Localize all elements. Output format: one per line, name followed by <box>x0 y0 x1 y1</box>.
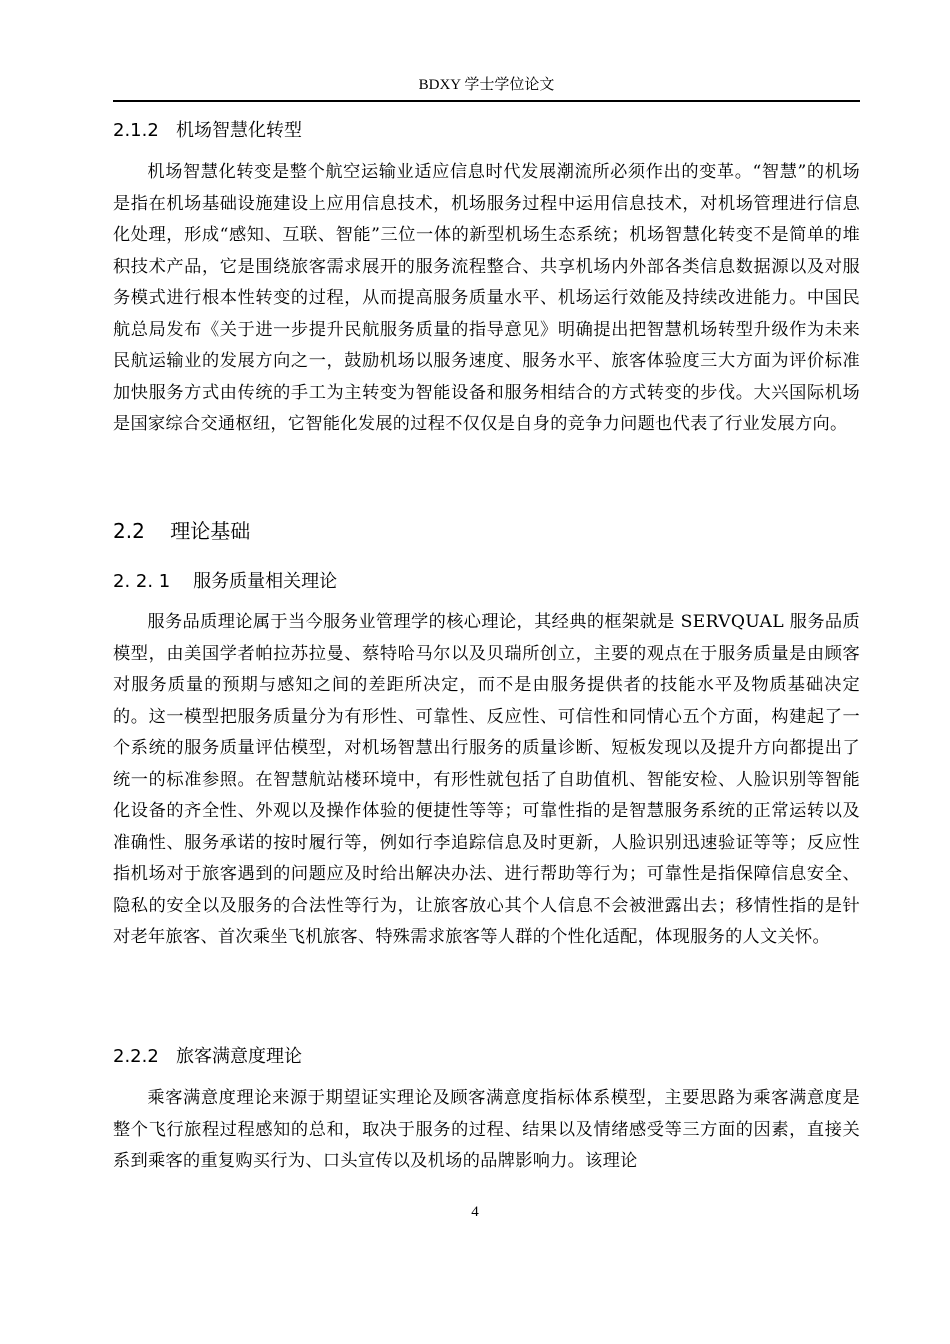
paragraph-passenger-satisfaction: 乘客满意度理论来源于期望证实理论及顾客满意度指标体系模型，主要思路为乘客满意度是整个飞行旅程过程感知的总和，取决于服务的过程、结果以及情绪感受等三方面的因素，直接关系到乘客的重复购买行为、口头宣传以及机场的品牌影响力。该理论 <box>113 1088 860 1171</box>
header-divider <box>113 100 860 102</box>
running-header: BDXY 学士学位论文 <box>418 77 555 93</box>
section-heading-2-2-2: 2.2.2 旅客满意度理论 <box>113 1046 302 1067</box>
section-heading-2-2: 2.2 理论基础 <box>113 519 251 543</box>
paragraph-service-quality: 服务品质理论属于当今服务业管理学的核心理论，其经典的框架就是 SERVQUAL 服务品质模型，由美国学者帕拉苏拉曼、蔡特哈马尔以及贝瑞所创立，主要的观点在于服务质量是由顾客对服务质量的预期与感知之间的差距所决定，而不是由服务提供者的技能水平及物质基础决定的。这一模型把服务质量分为有形性、可靠性、反应性、可信性和同情心五个方面，构建起了一个系统的服务质量评估模型，对机场智慧出行服务的质量诊断、短板发现以及提升方向都提出了统一的标准参照。在智慧航站楼环境中，有形性就包括了自助值机、智能安检、人脸识别等智能化设备的齐全性、外观以及操作体验的便捷性等等；可靠性指的是智慧服务系统的正常运转以及准确性、服务承诺的按时履行等，例如行李追踪信息及时更新，人脸识别迅速验证等等；反应性指机场对于旅客遇到的问题应及时给出解决办法、进行帮助等行为；可靠性是指保障信息安全、隐私的安全以及服务的合法性等行为，让旅客放心其个人信息不会被泄露出去；移情性指的是针对老年旅客、首次乘坐飞机旅客、特殊需求旅客等人群的个性化适配，体现服务的人文关怀。 <box>113 612 860 947</box>
page-number: 4 <box>471 1204 479 1220</box>
section-heading-2-1-2: 2.1.2 机场智慧化转型 <box>113 120 302 141</box>
section-heading-2-2-1: 2. 2. 1 服务质量相关理论 <box>113 571 338 592</box>
paragraph-smart-airport: 机场智慧化转变是整个航空运输业适应信息时代发展潮流所必须作出的变革。“智慧”的机场是指在机场基础设施建设上应用信息技术，机场服务过程中运用信息技术，对机场管理进行信息化处理，形成“感知、互联、智能”三位一体的新型机场生态系统；机场智慧化转变不是简单的堆积技术产品，它是围绕旅客需求展开的服务流程整合、共享机场内外部各类信息数据源以及对服务模式进行根本性转变的过程，从而提高服务质量水平、机场运行效能及持续改进能力。中国民航总局发布《关于进一步提升民航服务质量的指导意见》明确提出把智慧机场转型升级作为未来民航运输业的发展方向之一，鼓励机场以服务速度、服务水平、旅客体验度三大方面为评价标准加快服务方式由传统的手工为主转变为智能设备和服务相结合的方式转变的步伐。大兴国际机场是国家综合交通枢纽，它智能化发展的过程不仅仅是自身的竞争力问题也代表了行业发展方向。 <box>113 162 860 434</box>
